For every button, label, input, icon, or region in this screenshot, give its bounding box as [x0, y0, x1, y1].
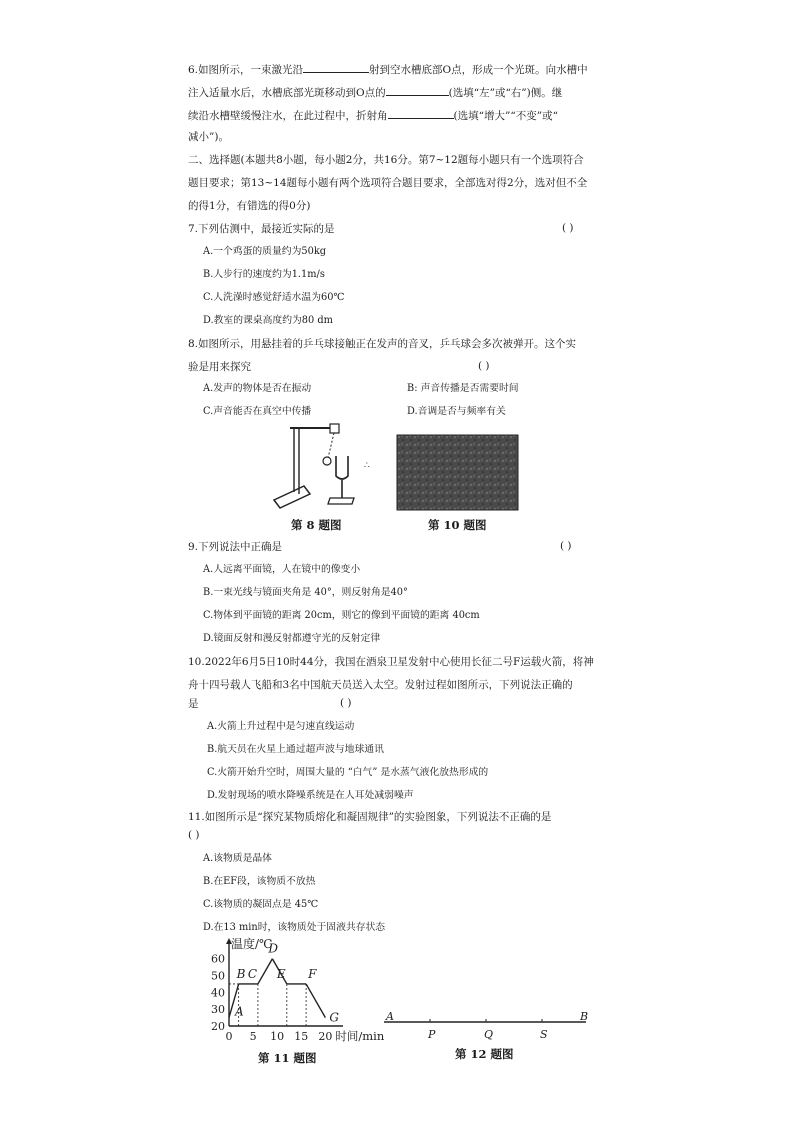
- q7-answer-paren[interactable]: ( ): [562, 222, 574, 234]
- q11-line1: 11.如图所示是“探究某物质熔化和凝固规律”的实验图象，下列说法不正确的是: [188, 811, 552, 823]
- stand-base: [274, 486, 310, 508]
- q6-line2: 注入适量水后，水槽底部光斑移动到O点的 (选填“左”或“右”)侧。继: [188, 84, 562, 100]
- x-tick-label: 5: [249, 1030, 257, 1043]
- q7-option-d: D.教室的课桌高度约为80 dm: [203, 315, 333, 326]
- q11-option-b: B.在EF段，该物质不放热: [203, 876, 316, 887]
- y-tick-label: 20: [211, 1020, 225, 1033]
- q11-option-c: C.该物质的凝固点是 45℃: [203, 899, 319, 910]
- q8-line2: 验是用来探究: [188, 361, 251, 373]
- point-label-C: C: [247, 966, 258, 981]
- q10-line1: 10.2022年6月5日10时44分，我国在酒泉卫星发射中心使用长征二号F运载火箭，将神: [188, 656, 594, 668]
- fig10-launch-photo: [397, 435, 518, 510]
- q6-line1: 6.如图所示，一束激光沿 射到空水槽底部O点，形成一个光斑。向水槽中: [188, 61, 588, 77]
- point-label-F: F: [308, 966, 317, 981]
- y-tick-label: 40: [211, 986, 225, 1000]
- y-tick-label: 60: [211, 952, 225, 966]
- q8-option-a: A.发声的物体是否在振动: [203, 383, 312, 394]
- q8-line1: 8.如图所示，用悬挂着的乒乓球接触正在发声的音叉，乒乓球会多次被弹开。这个实: [188, 338, 577, 350]
- q11-answer-paren[interactable]: ( ): [188, 829, 200, 841]
- point-label-G: G: [329, 1010, 339, 1025]
- q7-option-c: C.人洗澡时感觉舒适水温为60℃: [203, 292, 345, 303]
- q11-option-a: A.该物质是晶体: [203, 853, 272, 864]
- q10-option-c: C.火箭开始升空时，周围大量的 “白气” 是水蒸气液化放热形成的: [207, 767, 489, 778]
- x-tick-label: 15: [294, 1030, 309, 1043]
- q9-option-d: D.镜面反射和漫反射都遵守光的反射定律: [203, 633, 381, 644]
- fig8-caption: 第 8 题图: [291, 518, 342, 532]
- q7-option-a: A.一个鸡蛋的质量约为50kg: [203, 246, 327, 257]
- section2-line3: 的得1分，有错选的得0分): [188, 200, 311, 212]
- fig8-tuning-fork-illustration: [268, 420, 380, 516]
- point-label-A: A: [235, 1004, 244, 1019]
- q6-line3: 续沿水槽壁缓慢注水，在此过程中，折射角 (选填“增大”“不变”或“: [188, 107, 558, 123]
- x-tick-label: 0: [225, 1030, 233, 1043]
- q8-option-d: D.音调是否与频率有关: [407, 406, 506, 417]
- fig12-line-segment-diagram: [378, 1008, 593, 1044]
- curve-segment-CD: [258, 959, 272, 984]
- x-tick-label: 10: [270, 1030, 285, 1043]
- q9-stem: 9.下列说法中正确是: [188, 541, 283, 553]
- point-label-B: B: [580, 1010, 589, 1023]
- x-tick-label: 20: [318, 1030, 333, 1043]
- q10-line3: 是: [188, 698, 199, 710]
- q11-option-d: D.在13 min时，该物质处于固液共存状态: [203, 922, 386, 933]
- q10-option-b: B.航天员在火星上通过超声波与地球通讯: [207, 744, 384, 755]
- point-label-D: D: [268, 941, 278, 956]
- point-label-E: E: [276, 966, 286, 981]
- q8-answer-paren[interactable]: ( ): [478, 360, 490, 372]
- q10-option-d: D.发射现场的喷水降噪系统是在人耳处减弱噪声: [207, 790, 414, 801]
- point-label-P: P: [428, 1028, 436, 1041]
- fig11-temperature-time-chart: [205, 934, 385, 1046]
- fork-base: [328, 498, 354, 504]
- q6-blank1[interactable]: [303, 61, 369, 73]
- q9-option-a: A.人远离平面镜，人在镜中的像变小: [203, 564, 361, 575]
- section2-line2: 题目要求；第13~14题每小题有两个选项符合题目要求，全部选对得2分，选对但不全: [188, 177, 588, 189]
- tuning-fork: [336, 456, 348, 479]
- x-axis-label: 时间/min: [335, 1029, 385, 1043]
- y-axis-label: 温度/℃: [231, 937, 273, 951]
- point-label-S: S: [540, 1028, 548, 1041]
- q9-answer-paren[interactable]: ( ): [560, 540, 572, 552]
- q9-option-b: B.一束光线与镜面夹角是 40°，则反射角是40°: [203, 587, 408, 598]
- q10-line2: 舟十四号载人飞船和3名中国航天员送入太空。发射过程如图所示，下列说法正确的: [188, 679, 573, 691]
- fig10-caption: 第 10 题图: [428, 518, 487, 532]
- q8-option-c: C.声音能否在真空中传播: [203, 406, 312, 417]
- q6-blank3[interactable]: [388, 107, 454, 119]
- thread: [328, 433, 334, 458]
- fig12-caption: 第 12 题图: [455, 1047, 514, 1061]
- q6-blank2[interactable]: [386, 84, 449, 96]
- fig11-caption: 第 11 题图: [258, 1051, 317, 1065]
- stand-clamp: [330, 424, 339, 433]
- point-label-Q: Q: [484, 1028, 494, 1041]
- q7-option-b: B.人步行的速度约为1.1m/s: [203, 269, 325, 280]
- y-tick-label: 50: [211, 969, 225, 983]
- ping-pong-ball: [323, 457, 331, 465]
- point-label-A: A: [386, 1010, 394, 1023]
- curve-segment-FG: [306, 984, 325, 1018]
- section2-line1: 二、选择题(本题共8小题，每小题2分，共16分。第7~12题每小题只有一个选项符合: [188, 154, 584, 166]
- q9-option-c: C.物体到平面镜的距离 20cm，则它的像到平面镜的距离 40cm: [203, 610, 480, 621]
- q10-option-a: A.火箭上升过程中是匀速直线运动: [207, 721, 355, 732]
- q8-option-b: B: 声音传播是否需要时间: [407, 383, 519, 394]
- q6-line4: 减小”)。: [188, 131, 229, 143]
- point-label-B: B: [236, 966, 246, 981]
- q10-answer-paren[interactable]: ( ): [340, 697, 352, 709]
- q7-stem: 7.下列估测中，最接近实际的是: [188, 223, 335, 235]
- svg-text:∴: ∴: [364, 461, 370, 471]
- y-tick-label: 30: [211, 1003, 225, 1017]
